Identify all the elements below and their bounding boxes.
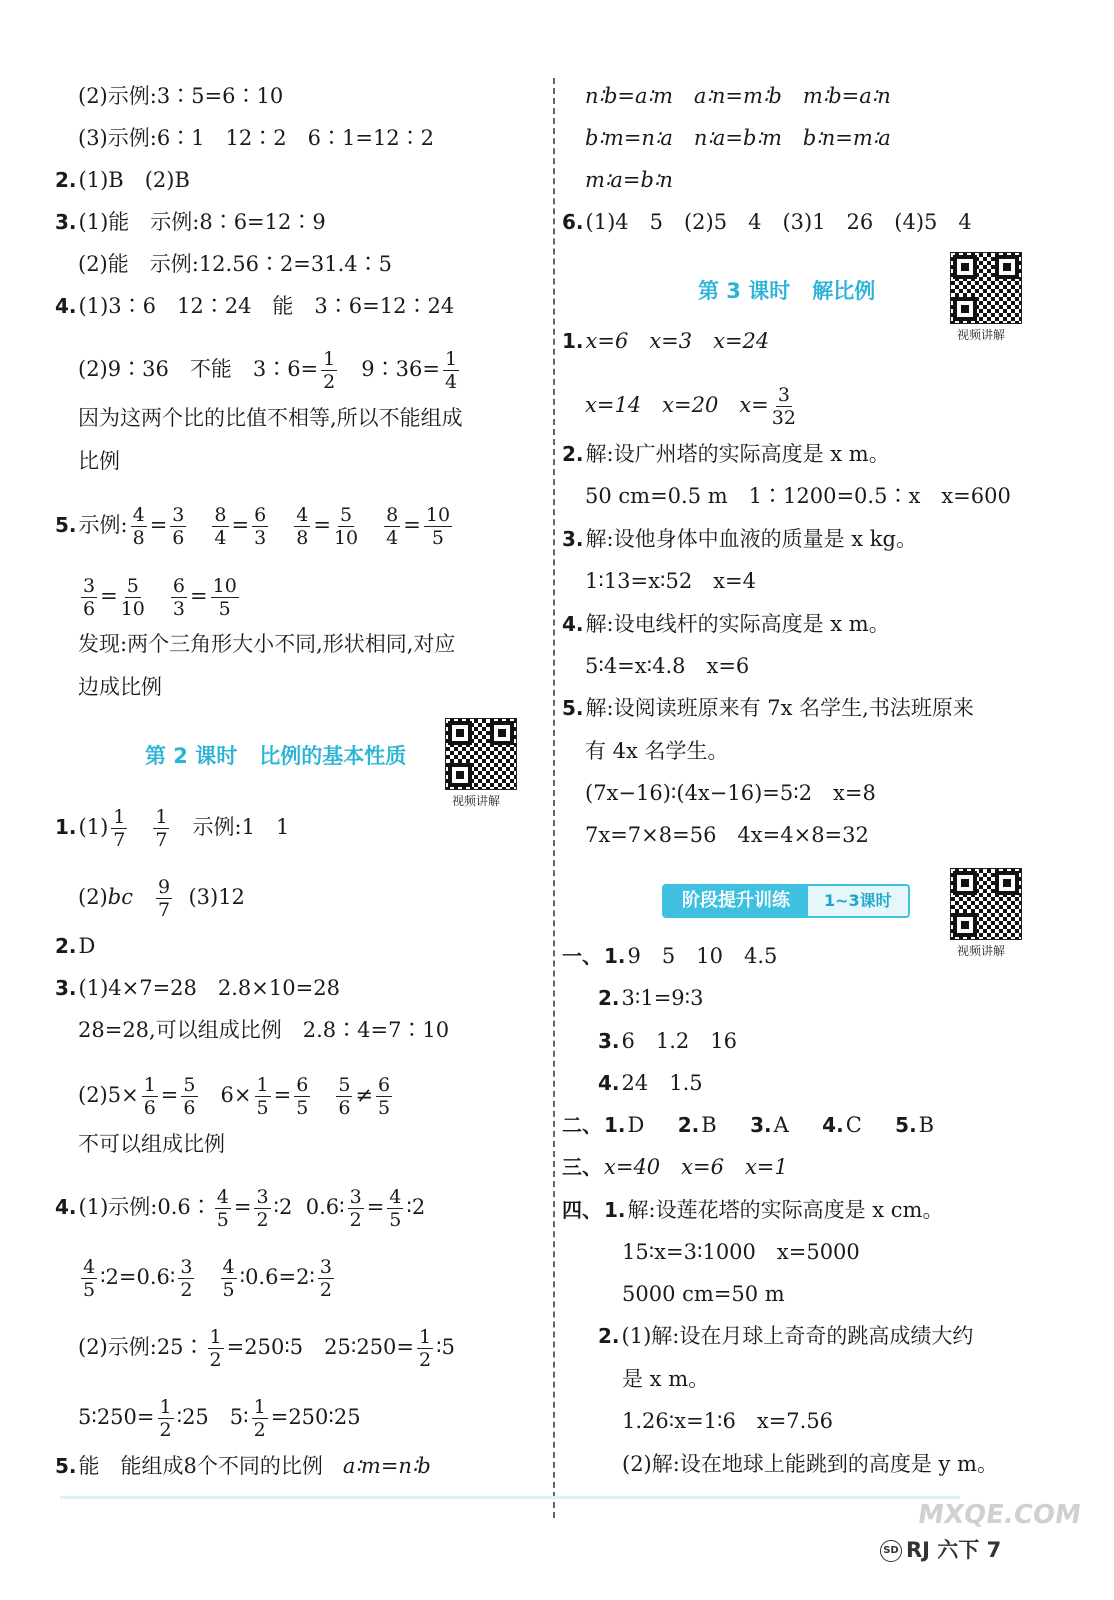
qr-code-icon[interactable] bbox=[950, 252, 1022, 324]
answer-line: x=14 x=20 x= $\frac{3}{32}$ bbox=[585, 384, 796, 429]
answer-line: 3.6 1.2 16 bbox=[598, 1029, 737, 1053]
answer-line: 1.(1) $\frac{1}{7}$ $\frac{1}{7}$ 示例:1 1 bbox=[55, 806, 290, 851]
answer-line: 28=28,可以组成比例 2.8∶4=7∶10 bbox=[78, 1018, 450, 1042]
question-number: 3. bbox=[55, 976, 77, 1000]
answer-line: 50 cm=0.5 m 1∶1200=0.5∶x x=600 bbox=[585, 484, 1011, 508]
question-number: 4. bbox=[562, 612, 584, 636]
answer-line: (2)能 示例:12.56∶2=31.4∶5 bbox=[78, 252, 393, 276]
answer-line: 5.示例: $\frac{4}{8}$ = $\frac{3}{6}$ $\frac{8}{4}$ = $\frac{6}{3}$ $\frac{4}{8}$ = $\frac{5}{10}$ $\frac{8}{4}$ = $\frac{10}{5}$ bbox=[55, 504, 451, 549]
answer-line: (2)示例:3∶5=6∶10 bbox=[78, 84, 284, 108]
answer-line: (2)bc $\frac{9}{7}$ (3)12 bbox=[78, 876, 245, 921]
answer-line: 4.24 1.5 bbox=[598, 1071, 703, 1095]
answer-line: 1∶13=x∶52 x=4 bbox=[585, 569, 756, 593]
answer-line: 2.(1)解:设在月球上奇奇的跳高成绩大约 bbox=[598, 1324, 974, 1348]
answer-line: 5000 cm=50 m bbox=[622, 1282, 785, 1306]
page-number: SD RJ 六下 7 bbox=[880, 1534, 1001, 1564]
answer-line: 5.能 能组成8个不同的比例 a∶m=n∶b bbox=[55, 1454, 431, 1478]
answer-line: 一、 1.9 5 10 4.5 bbox=[562, 944, 778, 968]
qr-label: 视频讲解 bbox=[957, 328, 1006, 342]
stage-training-banner: 阶段提升训练 1~3课时 bbox=[662, 884, 910, 918]
answer-line: 是 x m。 bbox=[622, 1367, 710, 1391]
answer-line: 3.(1)能 示例:8∶6=12∶9 bbox=[55, 210, 326, 234]
answer-line: 2.(1)B (2)B bbox=[55, 168, 190, 192]
answer-line: 边成比例 bbox=[78, 675, 162, 699]
answer-line: 5.解:设阅读班原来有 7x 名学生,书法班原来 bbox=[562, 696, 974, 720]
answer-line: 4.解:设电线杆的实际高度是 x m。 bbox=[562, 612, 890, 636]
question-number: 5. bbox=[562, 696, 584, 720]
answer-line: 发现:两个三角形大小不同,形状相同,对应 bbox=[78, 632, 456, 656]
answer-line: (2)解:设在地球上能跳到的高度是 y m。 bbox=[622, 1452, 998, 1476]
answer-line: 7x=7×8=56 4x=4×8=32 bbox=[585, 823, 869, 847]
fraction: $\frac{1}{2}$ bbox=[323, 348, 336, 393]
qr-label: 视频讲解 bbox=[957, 944, 1006, 958]
question-number: 3. bbox=[562, 527, 584, 551]
lesson-title: 第 2 课时 比例的基本性质 bbox=[145, 744, 407, 768]
answer-line: 不可以组成比例 bbox=[78, 1132, 225, 1156]
answer-line: b∶m=n∶a n∶a=b∶m b∶n=m∶a bbox=[585, 126, 891, 150]
answer-line: 4.(1)示例:0.6∶ $\frac{4}{5}$ = $\frac{3}{2}$ ∶2 0.6∶ $\frac{3}{2}$ = $\frac{4}{5}$ ∶2 bbox=[55, 1186, 426, 1231]
lesson-title: 第 3 课时 解比例 bbox=[698, 279, 876, 303]
answer-line: 2.D bbox=[55, 934, 96, 958]
answer-line: 5∶4=x∶4.8 x=6 bbox=[585, 654, 750, 678]
answer-line: 3.解:设他身体中血液的质量是 x kg。 bbox=[562, 527, 917, 551]
answer-line: (2)9∶36 不能 3∶6= $\frac{1}{2}$ 9∶36= $\frac{1}{4}$ bbox=[78, 348, 458, 393]
answer-line: (3)示例:6∶1 12∶2 6∶1=12∶2 bbox=[78, 126, 435, 150]
column-divider bbox=[553, 78, 555, 1518]
answer-line: $\frac{4}{5}$ ∶2=0.6∶ $\frac{3}{2}$ $\frac{4}{5}$ ∶0.6=2∶ $\frac{3}{2}$ bbox=[83, 1256, 332, 1301]
answer-line: 因为这两个比的比值不相等,所以不能组成 bbox=[78, 406, 463, 430]
answer-line: 6.(1)4 5 (2)5 4 (3)1 26 (4)5 4 bbox=[562, 210, 972, 234]
question-number: 6. bbox=[562, 210, 584, 234]
answer-line: 3.(1)4×7=28 2.8×10=28 bbox=[55, 976, 340, 1000]
question-number: 2. bbox=[55, 168, 77, 192]
question-number: 2. bbox=[562, 442, 584, 466]
question-number: 2. bbox=[55, 934, 77, 958]
question-number: 1. bbox=[562, 329, 584, 353]
answer-line: 二、 1.D 2.B 3.A 4.C 5.B bbox=[562, 1113, 935, 1137]
answer-line: 2.3∶1=9∶3 bbox=[598, 986, 704, 1010]
answer-line: 三、x=40 x=6 x=1 bbox=[562, 1155, 788, 1179]
answer-line: 1.26∶x=1∶6 x=7.56 bbox=[622, 1409, 834, 1433]
question-number: 3. bbox=[55, 210, 77, 234]
answer-line: 5∶250= $\frac{1}{2}$ ∶25 5∶ $\frac{1}{2}$ =250∶25 bbox=[78, 1396, 361, 1441]
answer-line: 有 4x 名学生。 bbox=[585, 739, 729, 763]
answer-line: $\frac{3}{6}$ = $\frac{5}{10}$ $\frac{6}{3}$ = $\frac{10}{5}$ bbox=[83, 575, 237, 620]
question-number: 5. bbox=[55, 1454, 77, 1478]
fraction: $\frac{1}{4}$ bbox=[444, 348, 458, 393]
question-number: 5. bbox=[55, 513, 77, 537]
answer-line: 4.(1)3∶6 12∶24 能 3∶6=12∶24 bbox=[55, 294, 455, 318]
answer-line: (2)5× $\frac{1}{6}$ = $\frac{5}{6}$ 6× $\frac{1}{5}$ = $\frac{6}{5}$ $\frac{5}{6}$ ≠ $\frac{6}{5}$ bbox=[78, 1074, 391, 1119]
answer-line: 2.解:设广州塔的实际高度是 x m。 bbox=[562, 442, 890, 466]
footer-rule bbox=[60, 1496, 960, 1499]
question-number: 4. bbox=[55, 1195, 77, 1219]
question-number: 1. bbox=[55, 815, 77, 839]
answer-line: m∶a=b∶n bbox=[585, 168, 673, 192]
watermark: MXQE.COM bbox=[915, 1500, 1083, 1530]
answer-line: n∶b=a∶m a∶n=m∶b m∶b=a∶n bbox=[585, 84, 891, 108]
publisher-badge-icon: SD bbox=[880, 1540, 902, 1562]
answer-line: 四、 1.解:设莲花塔的实际高度是 x cm。 bbox=[562, 1198, 944, 1222]
question-number: 4. bbox=[55, 294, 77, 318]
answer-line: 比例 bbox=[78, 449, 120, 473]
qr-code-icon[interactable] bbox=[445, 718, 517, 790]
answer-line: 1.x=6 x=3 x=24 bbox=[562, 329, 770, 353]
qr-label: 视频讲解 bbox=[452, 794, 501, 808]
answer-line: (7x−16)∶(4x−16)=5∶2 x=8 bbox=[585, 781, 876, 805]
answer-line: (2)示例:25∶ $\frac{1}{2}$ =250∶5 25∶250= $\frac{1}{2}$ ∶5 bbox=[78, 1326, 455, 1371]
qr-code-icon[interactable] bbox=[950, 868, 1022, 940]
answer-line: 15∶x=3∶1000 x=5000 bbox=[622, 1240, 860, 1264]
